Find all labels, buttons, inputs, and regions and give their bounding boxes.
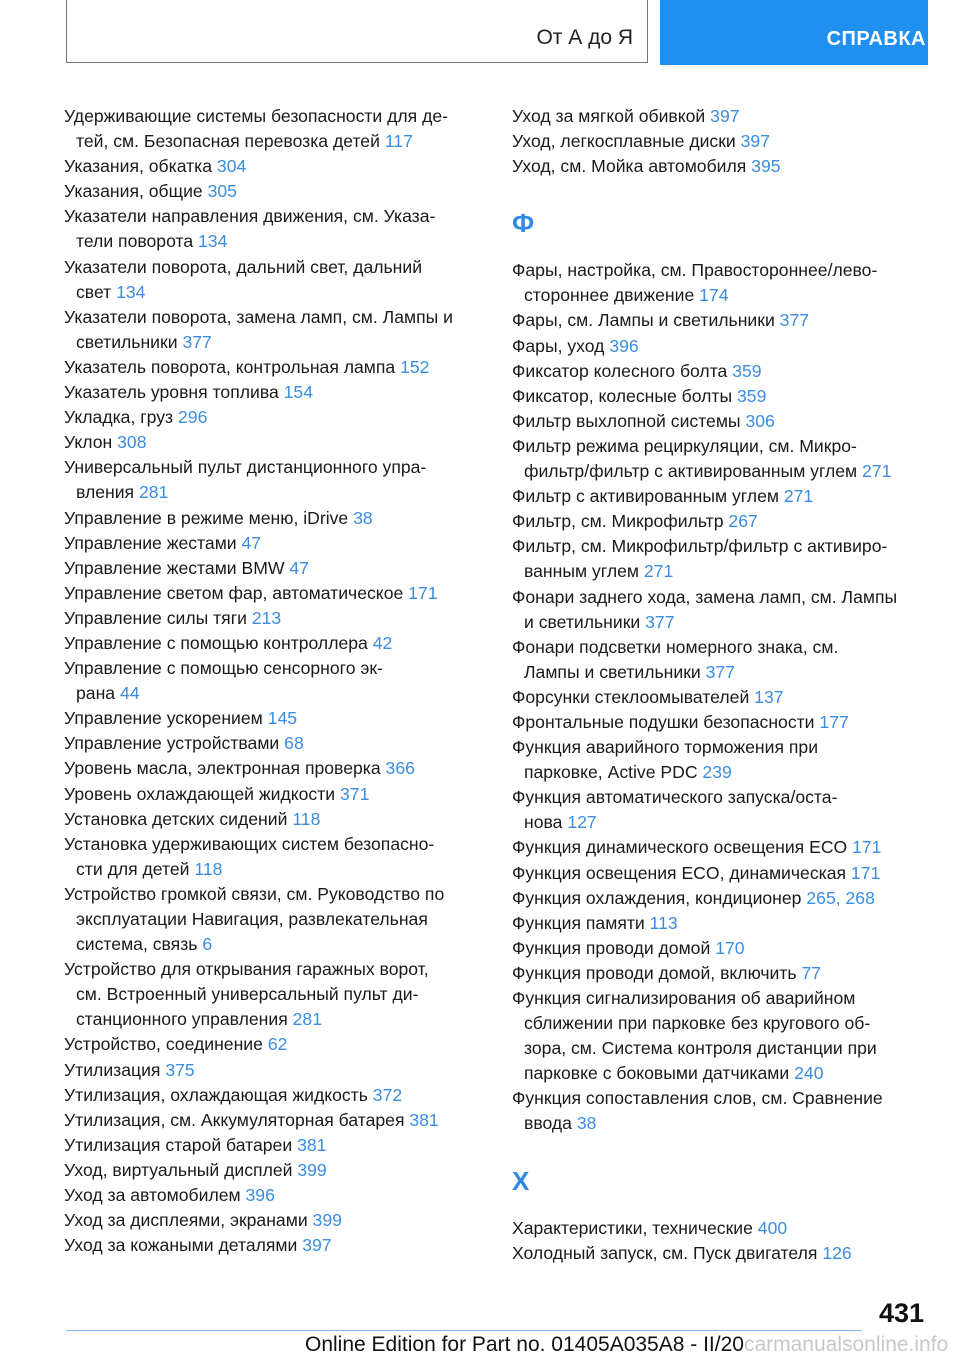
index-entry	[512, 961, 932, 986]
footer-divider	[66, 1330, 862, 1331]
index-entry-text: тели поворота	[76, 231, 194, 252]
index-entry	[64, 1133, 484, 1158]
footer-edition: Online Edition for Part no. 01405A035A8 - II/20	[305, 1333, 744, 1356]
index-entry-text: зора, см. Система контроля дистанции при	[524, 1038, 877, 1059]
index-page-link[interactable]: 265, 268	[806, 887, 875, 908]
index-page-link[interactable]: 171	[850, 862, 881, 883]
index-column-right	[512, 104, 932, 1266]
section-tab-label: От А до Я	[536, 26, 633, 49]
index-entry-text: Фронтальные подушки безопасности	[512, 711, 815, 732]
index-entry	[512, 129, 932, 154]
index-entry-text: ввода	[524, 1113, 572, 1134]
index-page-link[interactable]: 396	[609, 335, 639, 356]
index-entry-text: Фильтр режима рециркуляции, см. Микро-	[512, 435, 857, 456]
index-entry-text: Управление ускорением	[64, 708, 263, 729]
index-entry-text: Управление жестами BMW	[64, 557, 285, 578]
index-letter-f: Ф	[512, 208, 535, 239]
index-entry-text: светильники	[76, 331, 178, 352]
index-entry	[64, 756, 484, 781]
index-entry-text: Холодный запуск, см. Пуск двигателя	[512, 1242, 818, 1263]
footer-watermark: carmanualsonline.info	[743, 1333, 949, 1356]
index-page-link[interactable]: 44	[119, 683, 140, 704]
page-header	[66, 0, 928, 65]
index-entry-text: свет	[76, 281, 112, 302]
index-entry-text: Универсальный пульт дистанционного упра-	[64, 457, 427, 478]
index-entry-text: Управление с помощью сенсорного эк-	[64, 658, 383, 679]
index-entry	[512, 258, 932, 308]
index-page-link[interactable]: 377	[182, 331, 212, 352]
index-entry-text: Фары, см. Лампы и светильники	[512, 310, 775, 331]
index-entry-text: Удерживающие системы безопасности для де-	[64, 106, 449, 126]
index-entry-text: Фильтр, см. Микрофильтр	[512, 511, 724, 532]
index-page-link[interactable]: 396	[245, 1185, 275, 1206]
index-page-link[interactable]: 170	[715, 937, 745, 958]
index-page-link[interactable]: 177	[819, 711, 849, 732]
index-entry-text: парковке с боковыми датчиками	[524, 1063, 790, 1084]
index-page-link[interactable]: 77	[801, 962, 822, 983]
index-page-link[interactable]: 127	[567, 812, 597, 833]
index-entry	[64, 1083, 484, 1108]
index-entry	[64, 305, 484, 355]
index-entry-text: эксплуатации Навигация, развлекательная	[76, 909, 428, 929]
index-entry-text: Указатели поворота, замена ламп, см. Лампы и	[64, 306, 453, 327]
index-page-link[interactable]: 397	[302, 1235, 332, 1256]
index-page-link[interactable]: 366	[385, 758, 415, 779]
index-entry	[64, 832, 484, 882]
index-page-link[interactable]: 134	[198, 231, 228, 252]
index-entry	[512, 861, 932, 886]
index-entry-text: станционного управления	[76, 1009, 288, 1030]
index-page-link[interactable]: 145	[267, 708, 298, 729]
index-entry	[512, 1241, 932, 1266]
index-group-u-continued	[512, 104, 932, 179]
index-entry-text: сти для детей	[76, 858, 190, 879]
index-page-link[interactable]: 306	[745, 410, 775, 431]
index-entry-text: Функция сигнализирования об аварийном	[512, 988, 856, 1008]
index-entry	[64, 606, 484, 631]
index-column-left	[64, 104, 484, 1258]
index-page-link[interactable]: 38	[353, 507, 373, 528]
index-entry	[64, 355, 484, 380]
index-page-link[interactable]: 308	[117, 432, 147, 453]
index-entry-text: Функция проводи домой, включить	[512, 962, 797, 983]
index-entry	[64, 430, 484, 455]
index-entry-text: вления	[76, 482, 135, 503]
index-entry	[512, 735, 932, 785]
index-page-link[interactable]: 305	[207, 181, 237, 202]
index-entry	[64, 1032, 484, 1057]
index-entry	[512, 785, 932, 835]
index-group-f	[512, 258, 932, 1136]
index-page-link[interactable]: 137	[754, 686, 784, 707]
index-entry	[64, 1183, 484, 1208]
index-entry	[64, 807, 484, 832]
index-entry-text: Фиксатор колесного болта	[512, 360, 728, 381]
index-page-link[interactable]: 359	[737, 385, 767, 406]
index-page-link[interactable]: 213	[251, 607, 282, 628]
index-page-link[interactable]: 239	[702, 762, 732, 783]
index-entry-text: Фары, настройка, см. Правостороннее/лево-	[512, 260, 878, 281]
index-entry	[512, 685, 932, 710]
index-page-link[interactable]: 126	[822, 1242, 852, 1263]
index-entry-text: тей, см. Безопасная перевозка детей	[76, 131, 380, 152]
index-entry	[64, 506, 484, 531]
index-page-link[interactable]: 371	[340, 783, 370, 804]
index-page-link[interactable]: 377	[705, 661, 735, 682]
index-entry-text: Утилизация, см. Аккумуляторная батарея	[64, 1109, 405, 1130]
index-entry-text: ванным углем	[524, 561, 639, 582]
index-entry-text: Указатель поворота, контрольная лампа	[64, 356, 396, 377]
index-entry-text: Уровень охлаждающей жидкости	[64, 783, 336, 804]
index-page-link[interactable]: 267	[728, 511, 758, 532]
index-entry-text: Фары, уход	[512, 335, 605, 356]
index-entry-text: Управление светом фар, автоматическое	[64, 582, 404, 603]
index-entry-text: Фонари подсветки номерного знака, см.	[512, 636, 839, 657]
index-entry	[64, 957, 484, 1032]
index-page-link[interactable]: 240	[794, 1063, 824, 1084]
index-entry	[512, 409, 932, 434]
index-entry	[64, 255, 484, 305]
index-letter-h: Х	[512, 1165, 530, 1196]
index-page-link[interactable]: 372	[372, 1084, 403, 1105]
index-page-link[interactable]: 271	[862, 461, 892, 482]
index-entry	[64, 380, 484, 405]
index-entry	[64, 455, 484, 505]
index-entry	[512, 936, 932, 961]
index-entry-text: Установка удерживающих систем безопасно-	[64, 833, 435, 854]
index-entry	[512, 534, 932, 584]
index-entry-text: Фильтр с активированным углем	[512, 486, 779, 507]
index-entry-text: Уход, легкосплавные диски	[512, 131, 736, 152]
index-entry-text: Функция охлаждения, кондиционер	[512, 887, 802, 908]
index-entry	[512, 886, 932, 911]
index-entry	[512, 911, 932, 936]
index-entry-text: система, связь	[76, 934, 198, 955]
index-page-link[interactable]: 271	[783, 486, 814, 507]
index-page-link[interactable]: 154	[283, 382, 313, 403]
index-page-link[interactable]: 304	[216, 156, 247, 177]
index-entry	[64, 656, 484, 706]
index-entry	[512, 1086, 932, 1136]
index-entry-text: Функция аварийного торможения при	[512, 737, 819, 758]
index-entry	[64, 1058, 484, 1083]
index-page-link[interactable]: 47	[241, 532, 262, 553]
index-entry-text: Фильтр, см. Микрофильтр/фильтр с активиро-	[512, 536, 888, 557]
index-page-link[interactable]: 359	[732, 360, 762, 381]
index-entry-text: см. Встроенный универсальный пульт ди-	[76, 984, 419, 1005]
index-entry	[512, 434, 932, 484]
index-entry	[512, 1216, 932, 1241]
index-entry	[512, 484, 932, 509]
index-entry	[512, 835, 932, 860]
index-entry	[512, 986, 932, 1086]
index-page-link[interactable]: 400	[757, 1217, 788, 1238]
index-entry-text: Управление силы тяги	[64, 607, 247, 628]
index-entry	[512, 384, 932, 409]
index-entry-text: Управление с помощью контроллера	[64, 632, 368, 653]
index-entry	[64, 531, 484, 556]
index-entry-text: Функция памяти	[512, 912, 645, 933]
index-entry	[64, 204, 484, 254]
index-entry-text: Указатели направления движения, см. Указа-	[64, 206, 436, 227]
index-entry	[64, 1108, 484, 1133]
index-entry	[512, 308, 932, 333]
index-page-link[interactable]: 68	[284, 733, 304, 754]
index-entry-text: Управление жестами	[64, 532, 237, 553]
chapter-tab[interactable]	[660, 0, 928, 65]
index-page-link[interactable]: 117	[384, 131, 413, 152]
index-entry	[512, 635, 932, 685]
index-page-link[interactable]: 375	[165, 1059, 195, 1080]
section-tab[interactable]	[66, 0, 648, 63]
index-entry	[64, 556, 484, 581]
index-page-link[interactable]: 47	[289, 557, 309, 578]
index-entry	[64, 731, 484, 756]
index-entry-text: Функция автоматического запуска/оста-	[512, 787, 838, 808]
index-page-link[interactable]: 381	[409, 1109, 439, 1130]
index-entry	[64, 782, 484, 807]
index-entry-text: Устройство, соединение	[64, 1034, 263, 1055]
index-page-link[interactable]: 171	[408, 582, 438, 603]
index-page-link[interactable]: 134	[116, 281, 146, 302]
index-entry-text: Уход, виртуальный дисплей	[64, 1159, 293, 1180]
index-entry-text: сближении при парковке без кругового об-	[524, 1013, 871, 1034]
index-entry	[64, 581, 484, 606]
index-entry-text: Утилизация старой батареи	[64, 1134, 293, 1155]
index-entry-text: Указатели поворота, дальний свет, дальний	[64, 256, 423, 277]
index-page-link[interactable]: 62	[267, 1034, 288, 1055]
index-entry	[512, 154, 932, 179]
index-entry-text: рана	[76, 683, 116, 704]
index-entry	[64, 882, 484, 957]
index-page-link[interactable]: 281	[292, 1009, 322, 1030]
index-page-link[interactable]: 281	[138, 482, 169, 503]
index-entry-text: стороннее движение	[524, 285, 695, 306]
index-page-link[interactable]: 171	[852, 837, 882, 858]
index-entry	[64, 631, 484, 656]
index-entry	[512, 334, 932, 359]
index-entry	[512, 710, 932, 735]
index-entry-text: Указатель уровня топлива	[64, 382, 279, 403]
index-page-link[interactable]: 6	[202, 934, 213, 955]
index-page-link[interactable]: 118	[194, 858, 223, 879]
index-entry-text: Характеристики, технические	[512, 1217, 753, 1238]
index-entry	[512, 509, 932, 534]
index-entry-text: Уклон	[64, 432, 113, 453]
index-entry-text: Уход за кожаными деталями	[64, 1235, 298, 1256]
index-entry-text: фильтр/фильтр с активированным углем	[524, 461, 858, 482]
index-entry	[64, 154, 484, 179]
index-entry-text: Уход за мягкой обивкой	[512, 106, 706, 126]
index-page-link[interactable]: 271	[643, 561, 674, 582]
index-entry-text: Утилизация, охлаждающая жидкость	[64, 1084, 368, 1105]
index-entry-text: Уход за автомобилем	[64, 1185, 241, 1206]
index-entry	[64, 179, 484, 204]
index-page-link[interactable]: 113	[649, 912, 678, 933]
index-entry-text: Устройство громкой связи, см. Руководство по	[64, 883, 445, 904]
index-page-link[interactable]: 381	[297, 1134, 327, 1155]
index-entry-text: и светильники	[524, 611, 641, 632]
index-page-link[interactable]: 377	[645, 611, 675, 632]
index-entry	[512, 585, 932, 635]
index-entry-text: Фонари заднего хода, замена ламп, см. Лампы	[512, 586, 898, 607]
index-entry-text: Функция сопоставления слов, см. Сравнение	[512, 1088, 883, 1109]
index-page-link[interactable]: 399	[297, 1159, 327, 1180]
index-entry-text: парковке, Active PDC	[524, 762, 698, 783]
index-entry-text: Лампы и светильники	[524, 661, 701, 682]
index-entry-text: Управление в режиме меню, iDrive	[64, 507, 349, 528]
index-entry	[512, 359, 932, 384]
index-entry-text: Уход, см. Мойка автомобиля	[512, 156, 747, 177]
index-page-link[interactable]: 152	[400, 356, 430, 377]
chapter-tab-label: СПРАВКА	[826, 28, 926, 50]
index-entry	[64, 1208, 484, 1233]
index-page-link[interactable]: 399	[312, 1210, 342, 1231]
index-entry-text: Функция проводи домой	[512, 937, 711, 958]
page-number: 431	[878, 1298, 924, 1328]
index-entry	[64, 706, 484, 731]
index-entry-text: Фиксатор, колесные болты	[512, 385, 733, 406]
index-entry-text: Указания, общие	[64, 181, 203, 202]
index-entry-text: Уровень масла, электронная проверка	[64, 758, 381, 779]
index-entry-text: Функция динамического освещения ECO	[512, 837, 848, 858]
index-entry-text: Уход за дисплеями, экранами	[64, 1210, 308, 1231]
index-entry-text: Установка детских сидений	[64, 808, 288, 829]
index-page-link[interactable]: 397	[740, 131, 770, 152]
index-page-link[interactable]: 377	[779, 310, 810, 331]
footer	[305, 1333, 948, 1357]
index-entry-text: Утилизация	[64, 1059, 161, 1080]
index-group-h	[512, 1216, 932, 1266]
index-page-link[interactable]: 397	[710, 106, 740, 126]
index-page-link[interactable]: 118	[292, 808, 321, 829]
index-entry-text: Указания, обкатка	[64, 156, 213, 177]
index-entry	[512, 104, 932, 129]
index-page-link[interactable]: 296	[178, 407, 208, 428]
index-entry	[64, 1233, 484, 1258]
index-entry-text: Функция освещения ECO, динамическая	[512, 862, 847, 883]
index-entry-text: Управление устройствами	[64, 733, 280, 754]
index-entry	[64, 1158, 484, 1183]
index-entry	[64, 104, 484, 154]
index-page-link[interactable]: 42	[372, 632, 393, 653]
index-entry-text: Укладка, груз	[64, 407, 174, 428]
index-page-link[interactable]: 38	[576, 1113, 597, 1134]
index-entry-text: Устройство для открывания гаражных ворот,	[64, 959, 429, 980]
index-page-link[interactable]: 174	[699, 285, 729, 306]
index-entry	[64, 405, 484, 430]
index-entry-text: нова	[524, 812, 563, 833]
index-entry-text: Форсунки стеклоомывателей	[512, 686, 750, 707]
index-entry-text: Фильтр выхлопной системы	[512, 410, 741, 431]
index-page-link[interactable]: 395	[751, 156, 781, 177]
